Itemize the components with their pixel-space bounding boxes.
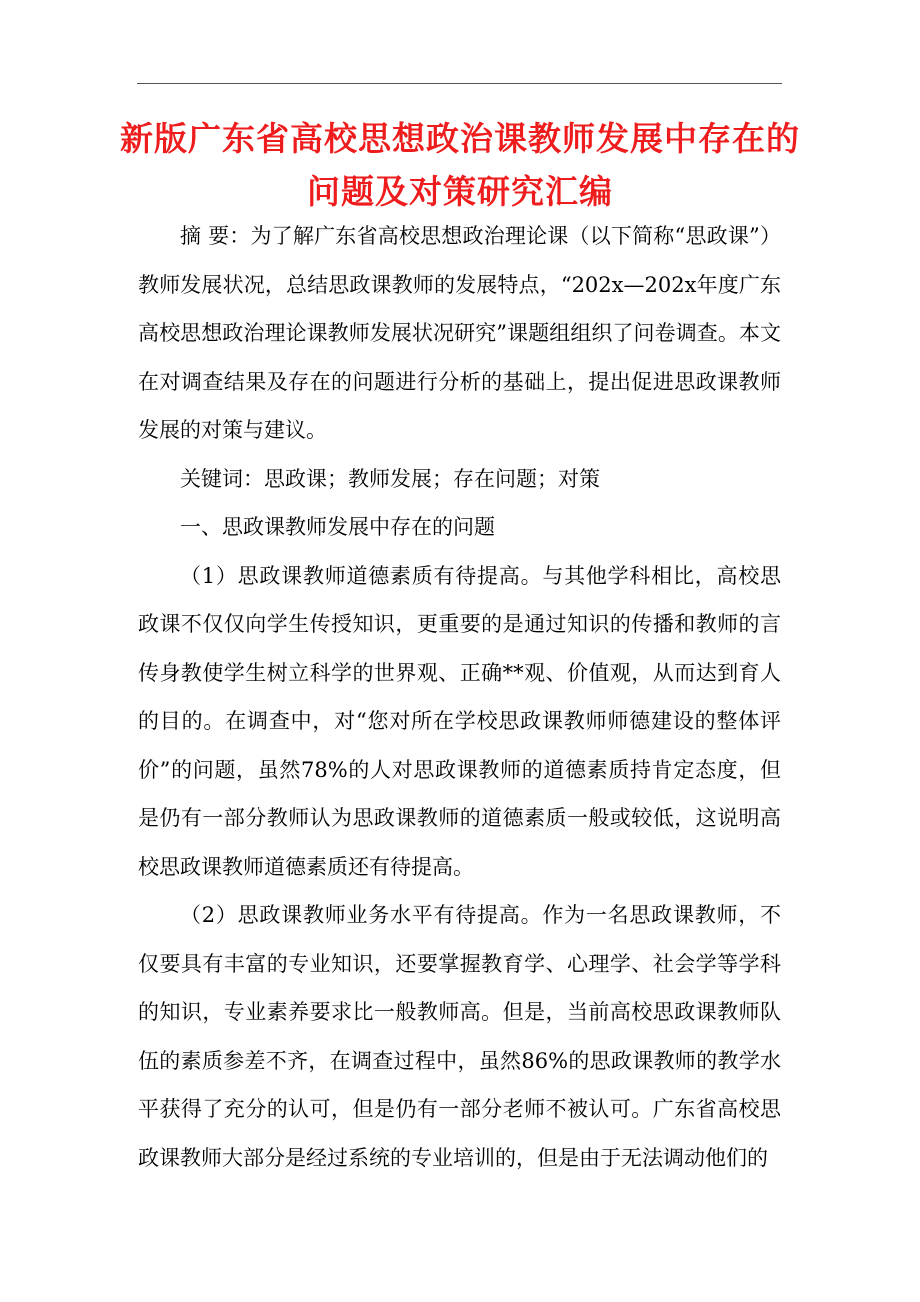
body-paragraph-1: （1）思政课教师道德素质有待提高。与其他学科相比，高校思政课不仅仅向学生传授知识，更重要的是通过知识的传播和教师的言传身教使学生树立科学的世界观、正确**观、价值观，从而达到育人的目的。在调查中，对“您对所在学校思政课教师师德建设的整体评价”的问题，虽然78%的人对思政课教师的道德素质持肯定态度，但是仍有一部分教师认为思政课教师的道德素质一般或较低，这说明高校思政课教师道德素质还有待提高。 xyxy=(138,563,781,879)
header-rule xyxy=(137,83,782,84)
body-paragraph-2: （2）思政课教师业务水平有待提高。作为一名思政课教师，不仅要具有丰富的专业知识，还要掌握教育学、心理学、社会学等学科的知识，专业素养要求比一般教师高。但是，当前高校思政课教师队伍的素质参差不齐，在调查过程中，虽然86%的思政课教师的教学水平获得了充分的认可，但是仍有一部分老师不被认可。广东省高校思政课教师大部分是经过系统的专业培训的，但是由于无法调动他们的 xyxy=(138,903,781,1170)
abstract-paragraph: 摘 要：为了解广东省高校思想政治理论课（以下简称“思政课”）教师发展状况，总结思政课教师的发展特点，“202x—202x年度广东高校思想政治理论课教师发展状况研究”课题组组织了问卷调查。本文在对调查结果及存在的问题进行分析的基础上，提出促进思政课教师发展的对策与建议。 xyxy=(138,224,781,442)
document-title: 新版广东省高校思想政治课教师发展中存在的问题及对策研究汇编 xyxy=(120,119,800,211)
document-body xyxy=(138,212,781,1182)
section-heading: 一、思政课教师发展中存在的问题 xyxy=(180,515,495,539)
keywords-line: 关键词：思政课；教师发展；存在问题；对策 xyxy=(180,466,600,491)
